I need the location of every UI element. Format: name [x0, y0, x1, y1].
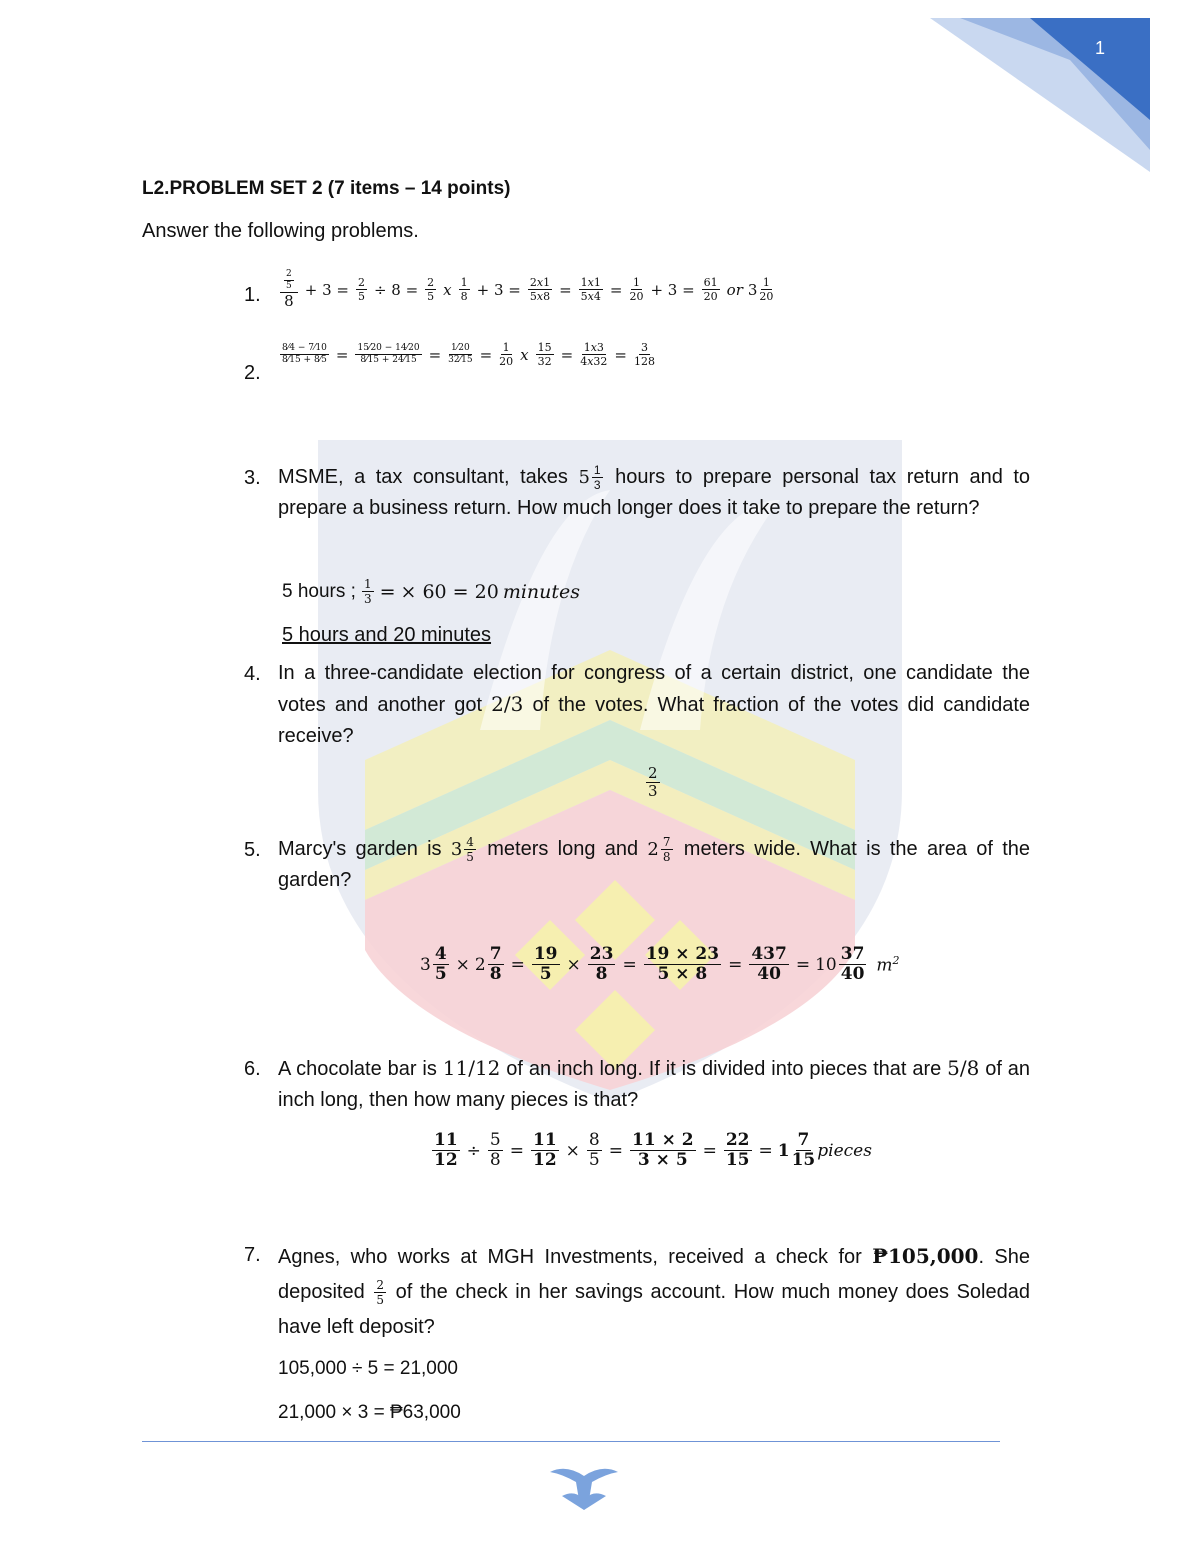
item-1-solution: $\frac{\frac{2}{5}}{8}$ + 3 = $\frac{2}{5}$ ÷ 8 = $\frac{2}{5}$ x $\frac{1}{8}$ + 3 = $\frac{2x1}{5x8}$ = $\frac{1x1}{5x4}$ = $\frac{1}{20}$ + 3 = $\frac{61}{20}$ or 3 $\frac{1}{20}$ — [278, 270, 775, 309]
item-number: 3. — [244, 467, 261, 489]
item-6-solution: $\frac{11}{12}$ ÷ $\frac{5}{8}$ = $\frac{11}{12}$ × $\frac{8}{5}$ = $\frac{11 \times 2}{3 \times 5}$ = $\frac{22}{15}$ = 1 $\frac{7}{15}$ pieces — [434, 1130, 872, 1170]
item-number: 5. — [244, 839, 261, 861]
footer-rule — [142, 1441, 1000, 1442]
item-3-work: 5 hours ; $\frac{1}{3}$ = × 60 = 20 minutes — [282, 577, 581, 606]
item-7-work-line-1: 105,000 ÷ 5 = 21,000 — [278, 1358, 458, 1379]
item-7-work-line-2: 21,000 × 3 = ₱63,000 — [278, 1402, 461, 1423]
item-6-question: A chocolate bar is 11/12 of an inch long. If it is divided into pieces that are 5/8 of an inch long, then how many pieces is that? — [278, 1056, 1031, 1111]
item-3-answer: 5 hours and 20 minutes — [282, 624, 492, 646]
header-corner-decoration — [900, 0, 1200, 190]
item-5-solution: 3 $\frac{4}{5}$ × 2 $\frac{7}{8}$ = $\frac{19}{5}$ × $\frac{23}{8}$ = $\frac{19 \times 23}{5 \times 8}$ = $\frac{437}{40}$ = 10 $\frac{37}{40}$ $m^2$ — [420, 944, 900, 984]
item-number: 4. — [244, 663, 261, 685]
item-5-question: Marcy's garden is 3 $\frac{4}{5}$ meters long and 2 $\frac{7}{8}$ meters wide. What is the area of the garden? — [278, 835, 1031, 891]
page-number: 1 — [1095, 38, 1106, 58]
item-7-question: Agnes, who works at MGH Investments, received a check for ₱105,000. She deposited $\frac{2}{5}$ of the check in her savings account. How much money does Soledad have left deposit? — [278, 1244, 1030, 1338]
footer-logo-icon — [548, 1460, 620, 1512]
item-number: 7. — [244, 1244, 261, 1266]
instructions: Answer the following problems. — [142, 220, 419, 242]
school-crest-watermark — [310, 430, 910, 1110]
item-number: 1. — [244, 284, 261, 306]
item-4-question: In a three-candidate election for congress of a certain district, one candidate the votes and another got 2/3 of the votes. What fraction of the votes did candidate receive? — [278, 662, 1030, 747]
item-2-solution: $\frac{8⁄4 - 7⁄10}{8⁄15 + 8⁄5}$ = $\frac{15⁄20 - 14⁄20}{8⁄15 + 24⁄15}$ = $\frac{1⁄20}{32⁄15}$ = $\frac{1}{20}$ x $\frac{15}{32}$ = $\frac{1x3}{4x32}$ = $\frac{3}{128}$ — [282, 341, 655, 368]
item-3-question: MSME, a tax consultant, takes 5 $\frac{1}{3}$ hours to prepare personal tax return and to prepare a business return. How much longer does it take to prepare the return? — [278, 463, 1031, 519]
item-number: 2. — [244, 362, 261, 384]
item-number: 6. — [244, 1058, 261, 1080]
item-4-answer: $\frac{2}{3}$ — [648, 764, 658, 800]
problem-set-title: L2.PROBLEM SET 2 (7 items – 14 points) — [142, 178, 511, 199]
